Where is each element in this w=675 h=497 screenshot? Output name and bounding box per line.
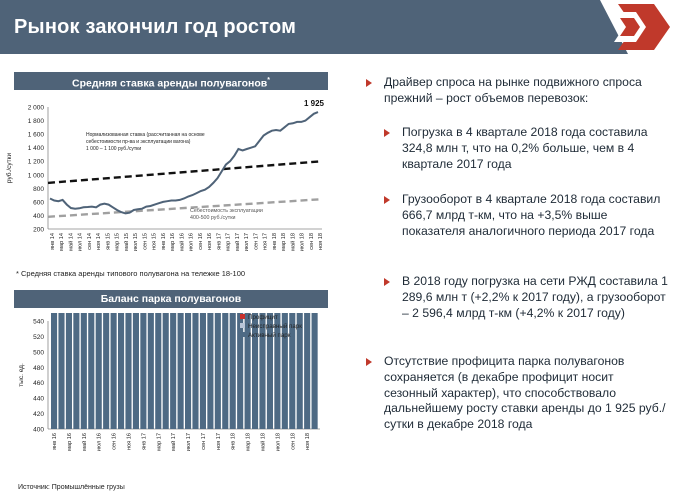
x-tick-label: июл 17 (186, 433, 193, 452)
active-park-bar (222, 313, 228, 429)
active-park-bar (133, 313, 139, 429)
x-tick-label: мар 16 (66, 433, 73, 451)
x-tick-label: сен 15 (142, 233, 149, 250)
active-park-bar (111, 313, 117, 429)
normalized-rate-dashed-line (48, 161, 322, 183)
bullet-arrow-icon (366, 358, 372, 366)
active-park-bar (312, 313, 318, 429)
y-axis-label: руб./сутки (6, 152, 13, 184)
x-tick-label: май 15 (123, 233, 130, 251)
bullet-arrow-icon (366, 79, 372, 87)
x-tick-label: июл 16 (96, 433, 103, 452)
x-tick-label: мар 17 (156, 433, 163, 451)
rent-rate-line-chart (0, 95, 340, 267)
x-tick-label: сен 18 (290, 433, 297, 450)
y-tick-label: 440 (33, 395, 44, 403)
x-tick-label: янв 16 (52, 433, 59, 450)
x-tick-label: янв 18 (271, 233, 278, 250)
x-tick-label: май 17 (234, 232, 241, 251)
last-value-label: 1 925 (303, 99, 325, 109)
annotation-normalized-line1: Нормализованная ставка (рассчитанная на основе (86, 132, 205, 138)
fleet-balance-bar-chart (0, 313, 340, 483)
active-park-bar (81, 313, 87, 429)
chart1-title: Средняя ставка аренды полувагонов (72, 77, 268, 90)
bullet-arrow-icon (384, 278, 390, 286)
active-park-bar (215, 313, 221, 429)
x-tick-label: июл 16 (188, 233, 195, 252)
x-tick-label: июл 18 (275, 433, 282, 452)
active-park-bar (170, 313, 176, 429)
chart2-source: Источник: Промышлённые грузы (18, 484, 125, 491)
legend-label: Активный парк (248, 332, 291, 339)
cost-dashed-line (48, 199, 322, 217)
active-park-bar (163, 313, 169, 429)
y-tick-label: 420 (33, 411, 44, 419)
bullet-rzd-2018 (384, 274, 669, 321)
y-tick-label: 1 000 (27, 172, 44, 180)
active-park-bar (88, 313, 94, 429)
x-tick-label: мар 18 (281, 233, 288, 251)
active-park-bar (51, 313, 57, 429)
active-park-bar (230, 313, 236, 429)
x-tick-label: май 18 (260, 433, 267, 451)
y-tick-label: 500 (33, 349, 44, 357)
legend-swatch (240, 323, 245, 328)
y-tick-label: 600 (33, 199, 44, 207)
x-tick-label: июл 18 (299, 233, 306, 252)
header-bar (0, 0, 675, 54)
x-tick-label: ноя 14 (96, 233, 103, 251)
y-tick-label: 800 (33, 185, 44, 193)
x-tick-label: сен 14 (86, 233, 93, 250)
bullet-no-surplus (366, 354, 666, 433)
active-park-bar (96, 313, 102, 429)
y-tick-label: 400 (33, 426, 44, 434)
x-tick-label: мар 15 (114, 233, 121, 251)
x-tick-label: ноя 18 (305, 433, 312, 451)
y-tick-label: 2 000 (27, 104, 44, 112)
annotation-cost-line2: 400-500 руб./сутки (190, 215, 236, 221)
bullet-text: Погрузка в 4 квартале 2018 года составила 324,8 млн т, что на 0,2% больше, чем в 4 квартале 2017 года (402, 125, 648, 171)
legend-swatch (240, 314, 245, 319)
active-park-bar (185, 313, 191, 429)
chart1-title-bar (14, 72, 328, 90)
active-park-bar (297, 313, 303, 429)
x-tick-label: ноя 15 (151, 233, 158, 251)
active-park-bar (245, 313, 251, 429)
active-park-bar (274, 313, 280, 429)
x-tick-label: мар 14 (59, 233, 66, 251)
active-park-bar (252, 313, 258, 429)
x-tick-label: сен 16 (197, 233, 204, 250)
active-park-bar (118, 313, 124, 429)
y-tick-label: 1 600 (27, 131, 44, 139)
bullet-arrow-icon (384, 196, 390, 204)
active-park-bar (237, 313, 243, 429)
x-tick-label: мар 17 (225, 233, 232, 251)
bullet-text: Отсутствие профицита парка полувагонов сохраняется (в декабре профицит носит сезонный характер), что способствовало дальнейшему росту ставки аренды до 1 925 руб./сутки в декабре 2018 года (384, 354, 666, 432)
x-tick-label: май 14 (68, 233, 75, 251)
x-tick-label: ноя 17 (215, 433, 222, 451)
x-tick-label: сен 17 (200, 433, 207, 450)
bullet-text: В 2018 году погрузка на сети РЖД составила 1 289,6 млн т (+2,2% к 2017 году), а грузооборот – 2 596,4 млрд т-км (+4,2% к 2017 году) (402, 274, 668, 320)
x-tick-label: май 16 (179, 233, 186, 251)
annotation-normalized-line2: себестоимости пр-ва и эксплуатации вагона) (86, 139, 191, 145)
y-tick-label: 1 200 (27, 158, 44, 166)
x-tick-label: июл 17 (244, 233, 251, 252)
annotation-cost-line1: Себестоимость эксплуатации (190, 208, 263, 214)
y-tick-label: 540 (33, 318, 44, 326)
active-park-bar (304, 313, 310, 429)
page-title: Рынок закончил год ростом (14, 16, 297, 38)
annotation-normalized-line3: 1 000 – 1 100 руб./сутки (86, 146, 142, 152)
x-tick-label: янв 16 (160, 233, 167, 250)
x-tick-label: янв 17 (141, 433, 148, 450)
active-park-bar (267, 313, 273, 429)
x-tick-label: ноя 17 (262, 233, 269, 251)
bullet-demand-driver (366, 75, 666, 107)
y-axis-label: тыс. ед. (18, 363, 25, 387)
x-tick-label: мар 16 (170, 233, 177, 251)
legend-label: Профицит (248, 314, 278, 321)
x-tick-label: ноя 16 (207, 233, 214, 251)
y-tick-label: 1 400 (27, 145, 44, 153)
bullet-arrow-icon (384, 129, 390, 137)
active-park-bar (148, 313, 154, 429)
active-park-bar (178, 313, 184, 429)
x-tick-label: янв 17 (216, 233, 223, 250)
y-tick-label: 520 (33, 333, 44, 341)
legend-label: Неисправный парк (248, 323, 302, 330)
active-park-bar (73, 313, 79, 429)
chart2-title-bar (14, 290, 328, 308)
x-tick-label: сен 16 (111, 433, 118, 450)
bullet-text: Грузооборот в 4 квартале 2018 года составил 666,7 млрд т-км, что на +3,5% выше показателя аналогичного периода 2017 года (402, 192, 661, 238)
x-tick-label: май 18 (290, 233, 297, 251)
x-tick-label: июл 14 (77, 233, 84, 252)
bullet-loading-q4 (384, 125, 669, 172)
x-tick-label: ноя 16 (126, 433, 133, 451)
x-tick-label: май 17 (171, 433, 178, 451)
chart2-title: Баланс парка полувагонов (100, 293, 242, 305)
active-park-bar (259, 313, 265, 429)
y-tick-label: 1 800 (27, 118, 44, 126)
y-tick-label: 480 (33, 364, 44, 372)
x-tick-label: май 16 (81, 433, 88, 451)
y-tick-label: 400 (33, 212, 44, 220)
active-park-bar (66, 313, 72, 429)
x-tick-label: сен 18 (308, 233, 315, 250)
bullet-text: Драйвер спроса на рынке подвижного спроса прежний – рост объемов перевозок: (384, 75, 642, 105)
x-tick-label: июл 15 (133, 233, 140, 252)
y-tick-label: 200 (33, 226, 44, 234)
active-park-bar (207, 313, 213, 429)
rent-rate-series-line (50, 112, 318, 213)
active-park-bar (125, 313, 131, 429)
x-tick-label: янв 14 (50, 233, 56, 250)
x-tick-label: мар 18 (245, 433, 252, 451)
x-tick-label: сен 17 (253, 233, 260, 250)
active-park-bar (140, 313, 146, 429)
active-park-bar (289, 313, 295, 429)
x-tick-label: янв 18 (230, 433, 237, 450)
active-park-bar (192, 313, 198, 429)
x-tick-label: ноя 18 (318, 233, 324, 251)
company-logo (578, 0, 675, 54)
legend-swatch (240, 332, 245, 337)
active-park-bar (200, 313, 206, 429)
active-park-bar (103, 313, 109, 429)
active-park-bar (155, 313, 161, 429)
active-park-bar (282, 313, 288, 429)
y-tick-label: 460 (33, 380, 44, 388)
active-park-bar (58, 313, 64, 429)
x-tick-label: янв 15 (105, 233, 112, 250)
chart1-title-mark: * (267, 77, 270, 84)
bullet-freight-turnover (384, 192, 669, 239)
chart1-footnote: * Средняя ставка аренды типового полувагона на тележке 18-100 (16, 269, 246, 278)
